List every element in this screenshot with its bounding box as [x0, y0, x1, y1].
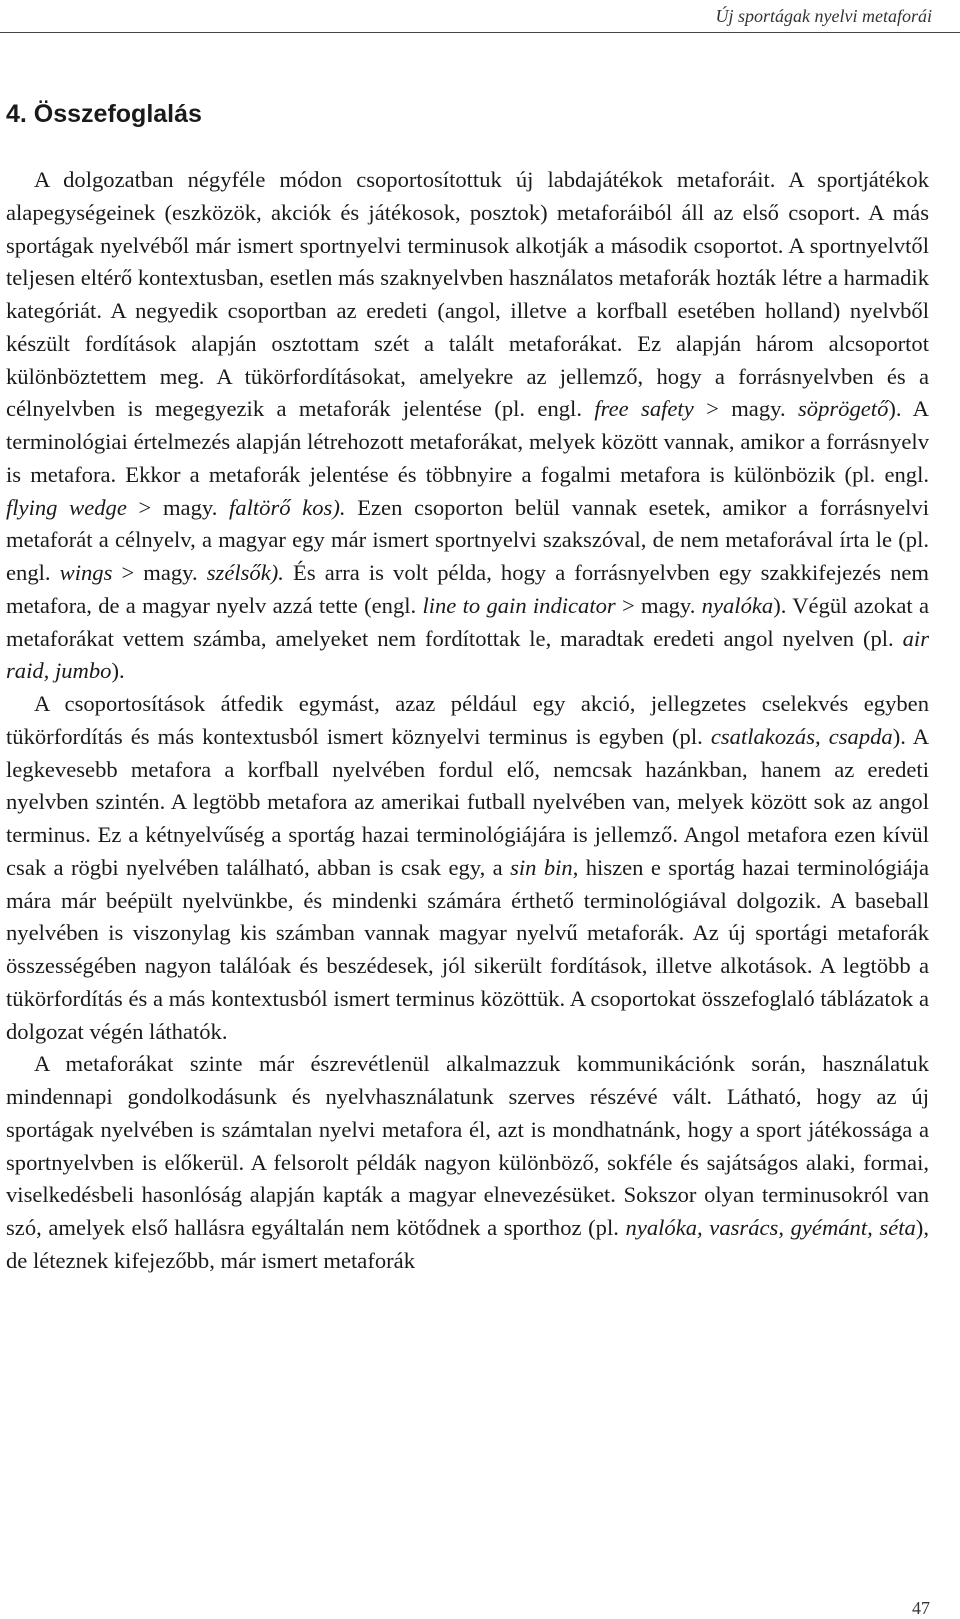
section-heading: 4. Összefoglalás — [6, 100, 202, 128]
body-text — [6, 164, 929, 1278]
italic-term: wings — [59, 560, 113, 585]
paragraph-1: A dolgozatban négyféle módon csoportosítottuk új labdajátékok metaforáit. A sportjátékok alapegységeinek (eszközök, akciók és játékosok, posztok) metaforáiból áll az első csoport. A más sportágak nyelvéből már ismert sportnyelvi terminusok alkotják a második csoportot. A sportnyelvtől teljesen eltérő kontextusban, esetlen más szaknyelvben használatos metaforák hozták létre a harmadik kategóriát. A negyedik csoportban az eredeti (angol, illetve a korfball esetében holland) nyelvből készült fordítások alapján osztottam szét a talált metaforákat. Ez alapján három alcsoportot különböztettem meg. A tükörfordításokat, amelyekre az jellemző, hogy a forrásnyelvben és a célnyelvben is megegyezik a metaforák jelentése (pl. engl. free safety > magy. söprögető). A terminológiai értelmezés alapján létrehozott metaforákat, melyek között vannak, amikor a forrásnyelv is metafora. Ekkor a metaforák jelentése és többnyire a fogalmi metafora is különbözik (pl. engl. flying wedge > magy. faltörő kos). Ezen csoporton belül vannak esetek, amikor a forrásnyelvi metaforát a célnyelv, a magyar egy már ismert sportnyelvi szakszóval, de nem metaforával írta le (pl. engl. wings > magy. szélsők). És arra is volt példa, hogy a forrásnyelvben egy szakkifejezés nem metafora, de a magyar nyelv azzá tette (engl. line to gain indicator > magy. nyalóka). Végül azokat a metaforákat vettem számba, amelyeket nem fordítottak le, maradtak eredeti angol nyelven (pl. air raid, jumbo). — [6, 167, 929, 684]
italic-term: szélsők). — [206, 560, 284, 585]
paragraph-3: A metaforákat szinte már észrevétlenül alkalmazzuk kommunikációnk során, használatuk mindennapi gondolkodásunk és nyelvhasználatunk szerves részévé vált. Látható, hogy az új sportágak nyelvében is számtalan nyelvi metafora él, azt is mondhatnánk, hogy a sport játékossága a sportnyelvben is előkerül. A felsorolt példák nagyon különböző, sokféle és sajátságos alaki, formai, viselkedésbeli hasonlóság alapján kapták a magyar elnevezésüket. Sokszor olyan terminusokról van szó, amelyek első hallásra egyáltalán nem kötődnek a sporthoz (pl. nyalóka, vasrács, gyémánt, séta), de léteznek kifejezőbb, már ismert metaforák — [6, 1051, 929, 1273]
italic-term: free safety — [594, 396, 694, 422]
italic-term: söprögető — [798, 396, 889, 422]
header-rule — [0, 32, 960, 33]
running-header: Új sportágak nyelvi metaforái — [715, 6, 932, 26]
paragraph-2: A csoportosítások átfedik egymást, azaz például egy akció, jellegzetes cselekvés egyben tükörfordítás és más kontextusból ismert köznyelvi terminus is egyben (pl. csatlakozás, csapda). A legkevesebb metafora a korfball nyelvében fordul elő, nemcsak hazánkban, hanem az eredeti nyelvben szintén. A legtöbb metafora az amerikai futball nyelvében van, melyek között sok az angol terminus. Ez a kétnyelvűség a sportág hazai terminológiájára is jellemző. Angol metafora ezen kívül csak a rögbi nyelvében található, abban is csak egy, a sin bin, hiszen e sportág hazai terminológiája mára már beépült nyelvünkbe, és mindenki számára érthető terminológiával dolgozik. A baseball nyelvében is viszonylag kis számban vannak magyar nyelvű metaforák. Az új sportági metaforák összességében nagyon találóak és beszédesek, jól sikerült fordítások, illetve alkotások. A legtöbb a tükörfordítás és a más kontextusból ismert terminus közöttük. A csoportokat összefoglaló táblázatok a dolgozat végén láthatók. — [6, 691, 930, 1044]
italic-term: line to gain indicator — [422, 592, 616, 618]
page-number: 47 — [912, 1598, 930, 1618]
italic-term: faltörő kos). — [229, 494, 346, 520]
italic-term: csatlakozás, csapda — [710, 723, 893, 749]
italic-term: flying wedge — [6, 494, 127, 520]
italic-term: nyalóka — [701, 592, 774, 618]
italic-term: sin bin — [510, 854, 573, 880]
italic-term: nyalóka, vasrács, gyémánt, séta — [625, 1215, 916, 1240]
italic-term: air raid, jumbo — [6, 625, 929, 684]
